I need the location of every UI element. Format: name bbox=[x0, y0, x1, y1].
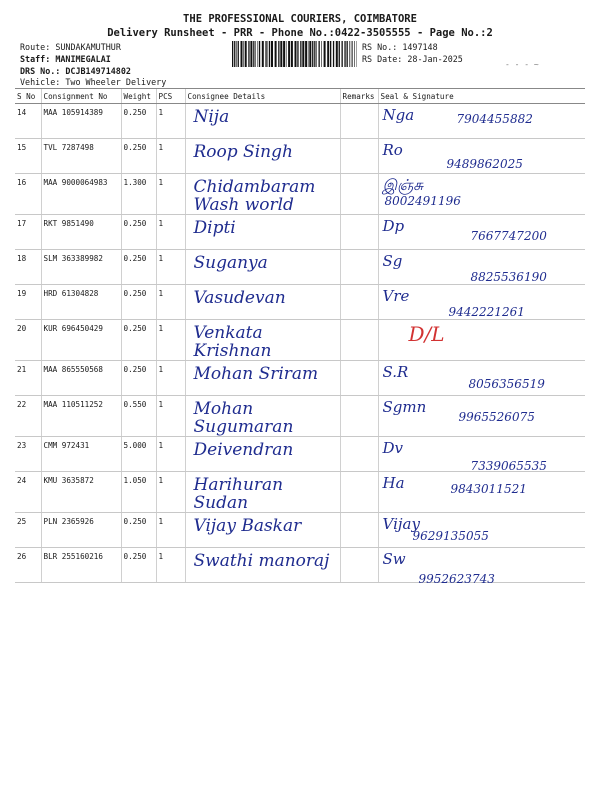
handwritten-phone: 8056356519 bbox=[468, 377, 545, 391]
row-sno: 14 bbox=[15, 104, 41, 139]
row-sno: 20 bbox=[15, 320, 41, 361]
row-consignment-no: KMU 3635872 bbox=[41, 472, 121, 513]
table-row bbox=[15, 320, 585, 361]
barcode-bar bbox=[265, 41, 266, 67]
row-consignment-no: RKT 9851490 bbox=[41, 215, 121, 250]
row-consignee: Vasudevan bbox=[185, 285, 340, 320]
row-sno: 17 bbox=[15, 215, 41, 250]
delivery-remark-mark: D/L bbox=[408, 322, 445, 346]
row-weight: 0.250 bbox=[121, 139, 156, 174]
rs-date-line bbox=[362, 54, 463, 64]
barcode-bar bbox=[236, 41, 237, 67]
handwritten-phone: 7339065535 bbox=[470, 459, 547, 473]
handwritten-phone: 9629135055 bbox=[412, 529, 489, 543]
barcode-bar bbox=[280, 41, 282, 67]
barcode-bar bbox=[255, 41, 256, 67]
row-pcs: 1 bbox=[156, 215, 185, 250]
signature-mark: இஞ்சு bbox=[382, 176, 423, 194]
barcode-bar bbox=[232, 41, 233, 67]
signature-mark: Ha bbox=[382, 474, 405, 492]
handwritten-phone: 9952623743 bbox=[418, 572, 495, 586]
barcode-bar bbox=[291, 41, 293, 67]
col-pcs-header: PCS bbox=[156, 89, 185, 104]
row-pcs: 1 bbox=[156, 285, 185, 320]
signature-mark: Sg bbox=[382, 252, 403, 270]
row-pcs: 1 bbox=[156, 437, 185, 472]
table-row bbox=[15, 285, 585, 320]
row-consignment-no: MAA 105914389 bbox=[41, 104, 121, 139]
barcode-bar bbox=[288, 41, 290, 67]
row-consignment-no: TVL 7287498 bbox=[41, 139, 121, 174]
barcode-bar bbox=[250, 41, 252, 67]
row-signature bbox=[378, 250, 585, 285]
row-signature bbox=[378, 437, 585, 472]
rs-no-value: 1497148 bbox=[402, 42, 438, 52]
row-pcs: 1 bbox=[156, 472, 185, 513]
row-pcs: 1 bbox=[156, 548, 185, 583]
barcode-bar bbox=[327, 41, 329, 67]
row-sno: 19 bbox=[15, 285, 41, 320]
barcode-bar bbox=[269, 41, 270, 67]
barcode-bar bbox=[275, 41, 277, 67]
barcode-bar bbox=[283, 41, 285, 67]
row-signature bbox=[378, 472, 585, 513]
barcode-bar bbox=[268, 41, 269, 67]
table-row bbox=[15, 250, 585, 285]
handwritten-phone: 9442221261 bbox=[448, 305, 525, 319]
barcode-bar bbox=[258, 41, 259, 67]
row-consignee: Harihuran Sudan bbox=[185, 472, 340, 513]
row-consignment-no: KUR 696450429 bbox=[41, 320, 121, 361]
row-consignment-no: MAA 865550568 bbox=[41, 361, 121, 396]
barcode-bar bbox=[309, 41, 311, 67]
row-pcs: 1 bbox=[156, 513, 185, 548]
handwritten-phone: 8002491196 bbox=[384, 194, 461, 208]
row-signature bbox=[378, 139, 585, 174]
route-label: Route: bbox=[20, 42, 51, 52]
row-signature bbox=[378, 513, 585, 548]
row-pcs: 1 bbox=[156, 139, 185, 174]
barcode-bar bbox=[259, 41, 260, 67]
handwritten-phone: 9489862025 bbox=[446, 157, 523, 171]
barcode-bar bbox=[339, 41, 340, 67]
handwritten-phone: 7667747200 bbox=[470, 229, 547, 243]
barcode-bar bbox=[262, 41, 264, 67]
row-consignee: Mohan Sugumaran bbox=[185, 396, 340, 437]
signature-mark: Vre bbox=[382, 287, 410, 305]
row-consignment-no: HRD 61304828 bbox=[41, 285, 121, 320]
row-consignment-no: PLN 2365926 bbox=[41, 513, 121, 548]
barcode-bar bbox=[351, 41, 352, 67]
row-remarks bbox=[340, 139, 378, 174]
row-sno: 26 bbox=[15, 548, 41, 583]
row-pcs: 1 bbox=[156, 104, 185, 139]
pen-mark: - - - ~ bbox=[505, 60, 539, 69]
barcode-bar bbox=[271, 41, 273, 67]
col-signature-header: Seal & Signature bbox=[378, 89, 585, 104]
row-consignee: Swathi manoraj bbox=[185, 548, 340, 583]
row-consignee: Venkata Krishnan bbox=[185, 320, 340, 361]
barcode-bar bbox=[312, 41, 313, 67]
barcode-bar bbox=[286, 41, 287, 67]
barcode-bar bbox=[295, 41, 297, 67]
row-signature bbox=[378, 285, 585, 320]
row-remarks bbox=[340, 548, 378, 583]
row-sno: 24 bbox=[15, 472, 41, 513]
row-remarks bbox=[340, 250, 378, 285]
row-remarks bbox=[340, 174, 378, 215]
drs-value: DCJB149714802 bbox=[65, 66, 131, 76]
drs-line bbox=[20, 66, 131, 76]
table-row bbox=[15, 513, 585, 548]
row-weight: 0.250 bbox=[121, 250, 156, 285]
barcode-bar bbox=[321, 41, 322, 67]
row-signature bbox=[378, 361, 585, 396]
route-line bbox=[20, 42, 121, 52]
row-consignee: Suganya bbox=[185, 250, 340, 285]
route-value: SUNDAKAMUTHUR bbox=[55, 42, 121, 52]
signature-mark: Ro bbox=[382, 141, 403, 159]
barcode-bar bbox=[302, 41, 304, 67]
rs-no-line bbox=[362, 42, 438, 52]
table-row bbox=[15, 361, 585, 396]
barcode bbox=[232, 41, 357, 67]
row-sno: 21 bbox=[15, 361, 41, 396]
runsheet-table bbox=[15, 88, 585, 586]
signature-mark: Dp bbox=[382, 217, 405, 235]
barcode-bar bbox=[347, 41, 348, 67]
handwritten-phone: 9843011521 bbox=[450, 482, 527, 496]
barcode-bar bbox=[238, 41, 239, 67]
row-consignee: Nija bbox=[185, 104, 340, 139]
row-consignee: Roop Singh bbox=[185, 139, 340, 174]
row-consignee: Chidambaram Wash world bbox=[185, 174, 340, 215]
barcode-bar bbox=[243, 41, 244, 67]
signature-mark: Nga bbox=[382, 106, 415, 124]
barcode-bar bbox=[354, 41, 355, 67]
row-weight: 0.250 bbox=[121, 548, 156, 583]
row-sno: 22 bbox=[15, 396, 41, 437]
barcode-bar bbox=[253, 41, 254, 67]
rs-date-value: 28-Jan-2025 bbox=[407, 54, 463, 64]
row-signature bbox=[378, 320, 585, 361]
table-row bbox=[15, 104, 585, 139]
barcode-bar bbox=[305, 41, 307, 67]
row-sno: 23 bbox=[15, 437, 41, 472]
staff-line bbox=[20, 54, 111, 64]
row-weight: 0.250 bbox=[121, 285, 156, 320]
barcode-bar bbox=[245, 41, 247, 67]
row-remarks bbox=[340, 104, 378, 139]
row-signature bbox=[378, 174, 585, 215]
handwritten-phone: 8825536190 bbox=[470, 270, 547, 284]
table-row bbox=[15, 215, 585, 250]
row-pcs: 1 bbox=[156, 320, 185, 361]
row-weight: 0.250 bbox=[121, 513, 156, 548]
row-pcs: 1 bbox=[156, 250, 185, 285]
barcode-bar bbox=[342, 41, 343, 67]
row-signature bbox=[378, 215, 585, 250]
row-signature bbox=[378, 548, 585, 586]
row-weight: 0.250 bbox=[121, 215, 156, 250]
row-weight: 0.250 bbox=[121, 104, 156, 139]
table-row bbox=[15, 472, 585, 513]
barcode-bar bbox=[333, 41, 334, 67]
table-header-row bbox=[15, 89, 585, 104]
barcode-bar bbox=[330, 41, 331, 67]
row-weight: 5.000 bbox=[121, 437, 156, 472]
barcode-bar bbox=[248, 41, 249, 67]
row-sno: 16 bbox=[15, 174, 41, 215]
row-signature bbox=[378, 396, 585, 437]
barcode-bar bbox=[349, 41, 350, 67]
row-remarks bbox=[340, 437, 378, 472]
row-sno: 18 bbox=[15, 250, 41, 285]
handwritten-phone: 9965526075 bbox=[458, 410, 535, 424]
barcode-bar bbox=[319, 41, 320, 67]
row-consignment-no: MAA 110511252 bbox=[41, 396, 121, 437]
signature-mark: Vijay bbox=[382, 515, 420, 533]
row-consignee: Deivendran bbox=[185, 437, 340, 472]
runsheet-subtitle: Delivery Runsheet - PRR - Phone No.:0422-3505555 - Page No.:2 bbox=[107, 27, 493, 39]
rs-date-label: RS Date: bbox=[362, 54, 403, 64]
row-remarks bbox=[340, 320, 378, 361]
col-consignment-header: Consignment No bbox=[41, 89, 121, 104]
barcode-bar bbox=[336, 41, 338, 67]
vehicle-value: Two Wheeler Delivery bbox=[65, 77, 167, 87]
row-remarks bbox=[340, 361, 378, 396]
row-remarks bbox=[340, 396, 378, 437]
vehicle-line bbox=[20, 77, 166, 87]
barcode-bar bbox=[278, 41, 279, 67]
staff-value: MANIMEGALAI bbox=[55, 54, 111, 64]
row-consignment-no: SLM 363389982 bbox=[41, 250, 121, 285]
barcode-bar bbox=[316, 41, 317, 67]
signature-mark: Dv bbox=[382, 439, 404, 457]
row-consignee: Vijay Baskar bbox=[185, 513, 340, 548]
handwritten-phone: 7904455882 bbox=[456, 112, 533, 126]
barcode-bar bbox=[300, 41, 301, 67]
row-consignment-no: CMM 972431 bbox=[41, 437, 121, 472]
table-row bbox=[15, 139, 585, 174]
row-remarks bbox=[340, 472, 378, 513]
row-signature bbox=[378, 104, 585, 139]
col-sno-header: S No bbox=[15, 89, 41, 104]
rs-no-label: RS No.: bbox=[362, 42, 398, 52]
barcode-bar bbox=[324, 41, 326, 67]
drs-label: DRS No.: bbox=[20, 66, 61, 76]
col-consignee-header: Consignee Details bbox=[185, 89, 340, 104]
row-pcs: 1 bbox=[156, 396, 185, 437]
signature-mark: Sgmn bbox=[382, 398, 427, 416]
row-weight: 0.250 bbox=[121, 361, 156, 396]
col-remarks-header: Remarks bbox=[340, 89, 378, 104]
row-consignee: Dipti bbox=[185, 215, 340, 250]
signature-mark: S.R bbox=[382, 363, 409, 381]
row-consignment-no: MAA 9000064983 bbox=[41, 174, 121, 215]
row-sno: 15 bbox=[15, 139, 41, 174]
barcode-bar bbox=[314, 41, 315, 67]
row-consignment-no: BLR 255160216 bbox=[41, 548, 121, 583]
row-remarks bbox=[340, 513, 378, 548]
row-remarks bbox=[340, 215, 378, 250]
table-row bbox=[15, 396, 585, 437]
row-sno: 25 bbox=[15, 513, 41, 548]
company-title: THE PROFESSIONAL COURIERS, COIMBATORE bbox=[183, 13, 417, 25]
barcode-bar bbox=[241, 41, 243, 67]
row-pcs: 1 bbox=[156, 174, 185, 215]
barcode-bar bbox=[352, 41, 353, 67]
vehicle-label: Vehicle: bbox=[20, 77, 61, 87]
barcode-bar bbox=[234, 41, 235, 67]
table-row bbox=[15, 437, 585, 472]
barcode-bar bbox=[344, 41, 345, 67]
row-weight: 0.550 bbox=[121, 396, 156, 437]
barcode-bar bbox=[308, 41, 309, 67]
row-pcs: 1 bbox=[156, 361, 185, 396]
table-row bbox=[15, 548, 585, 583]
row-weight: 0.250 bbox=[121, 320, 156, 361]
row-consignee: Mohan Sriram bbox=[185, 361, 340, 396]
table-row bbox=[15, 174, 585, 215]
barcode-bar bbox=[297, 41, 298, 67]
row-weight: 1.300 bbox=[121, 174, 156, 215]
row-remarks bbox=[340, 285, 378, 320]
staff-label: Staff: bbox=[20, 54, 51, 64]
col-weight-header: Weight bbox=[121, 89, 156, 104]
signature-mark: Sw bbox=[382, 550, 406, 568]
row-weight: 1.050 bbox=[121, 472, 156, 513]
